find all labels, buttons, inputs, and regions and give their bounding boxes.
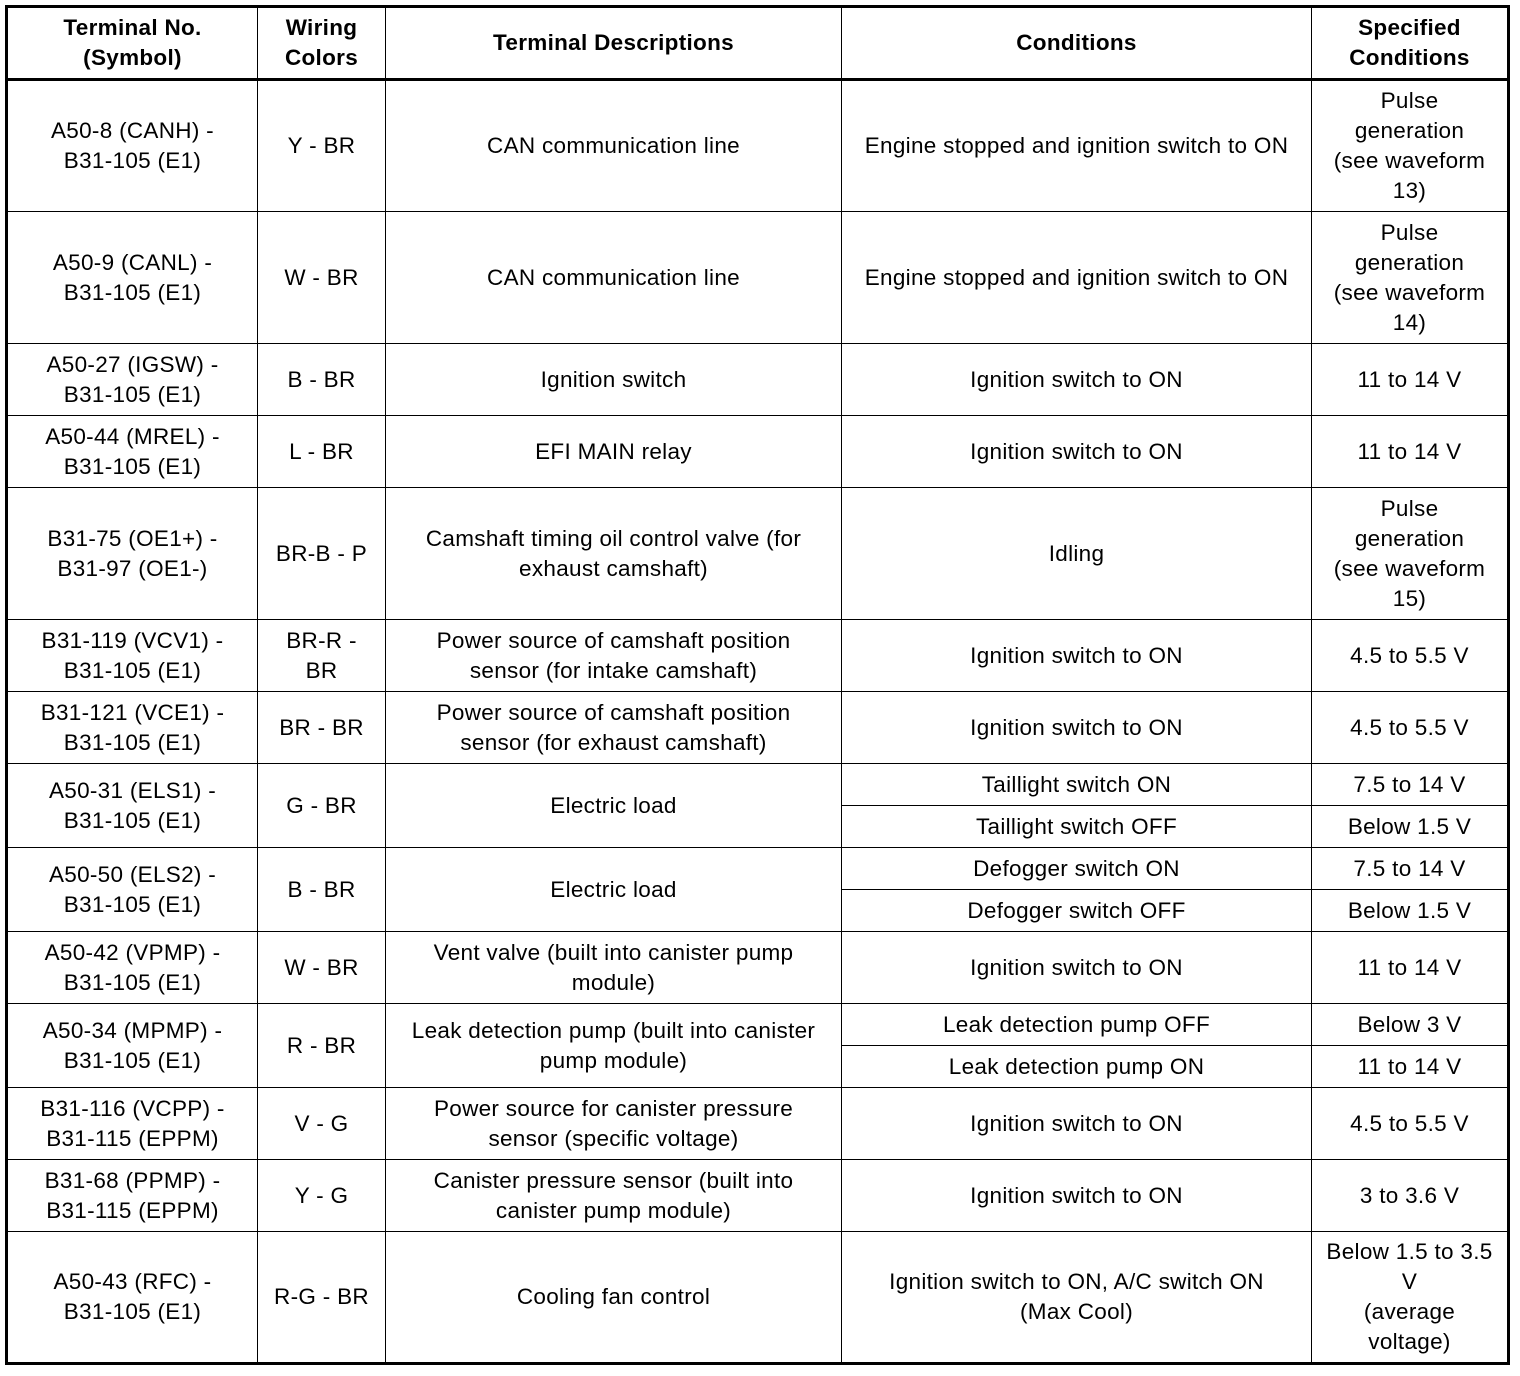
table-row (7, 1088, 1509, 1160)
cell-terminal: B31-116 (VCPP) - B31-115 (EPPM) (7, 1088, 258, 1160)
cell-condition: Engine stopped and ignition switch to ON (842, 212, 1312, 344)
header-conditions: Conditions (842, 7, 1312, 80)
cell-condition: Ignition switch to ON (842, 1088, 1312, 1160)
table-header (7, 7, 1509, 80)
cell-terminal-description: Camshaft timing oil control valve (for exhaust camshaft) (386, 488, 842, 620)
cell-specified-condition: 11 to 14 V (1312, 344, 1509, 416)
table-row (7, 344, 1509, 416)
cell-wiring-colors: B - BR (258, 344, 386, 416)
cell-terminal: A50-44 (MREL) - B31-105 (E1) (7, 416, 258, 488)
header-wiring-colors: Wiring Colors (258, 7, 386, 80)
cell-specified-condition: Pulse generation (see waveform 13) (1312, 80, 1509, 212)
cell-terminal: B31-121 (VCE1) - B31-105 (E1) (7, 692, 258, 764)
cell-specified-condition: 7.5 to 14 V (1312, 764, 1509, 806)
cell-wiring-colors: Y - BR (258, 80, 386, 212)
cell-terminal-description: Power source of camshaft position sensor (for intake camshaft) (386, 620, 842, 692)
cell-terminal-description: Power source for canister pressure sensor (specific voltage) (386, 1088, 842, 1160)
header-row (7, 7, 1509, 80)
cell-condition: Leak detection pump ON (842, 1046, 1312, 1088)
table-row (7, 80, 1509, 212)
cell-terminal-description: Power source of camshaft position sensor (for exhaust camshaft) (386, 692, 842, 764)
cell-specified-condition: 11 to 14 V (1312, 416, 1509, 488)
header-specified-conditions: Specified Conditions (1312, 7, 1509, 80)
cell-condition: Ignition switch to ON (842, 1160, 1312, 1232)
cell-terminal-description: Electric load (386, 848, 842, 932)
cell-specified-condition: 4.5 to 5.5 V (1312, 620, 1509, 692)
cell-condition: Ignition switch to ON (842, 344, 1312, 416)
cell-terminal: B31-119 (VCV1) - B31-105 (E1) (7, 620, 258, 692)
cell-terminal-description: Vent valve (built into canister pump module) (386, 932, 842, 1004)
table-row (7, 848, 1509, 890)
table-row (7, 1004, 1509, 1046)
cell-condition: Idling (842, 488, 1312, 620)
cell-wiring-colors: W - BR (258, 932, 386, 1004)
cell-terminal-description: Cooling fan control (386, 1232, 842, 1364)
cell-specified-condition: Below 1.5 to 3.5 V (average voltage) (1312, 1232, 1509, 1364)
cell-condition: Ignition switch to ON (842, 692, 1312, 764)
cell-specified-condition: Below 3 V (1312, 1004, 1509, 1046)
cell-terminal-description: CAN communication line (386, 212, 842, 344)
cell-terminal: A50-27 (IGSW) - B31-105 (E1) (7, 344, 258, 416)
cell-condition: Defogger switch OFF (842, 890, 1312, 932)
cell-condition: Leak detection pump OFF (842, 1004, 1312, 1046)
cell-terminal: A50-50 (ELS2) - B31-105 (E1) (7, 848, 258, 932)
cell-wiring-colors: V - G (258, 1088, 386, 1160)
cell-wiring-colors: R-G - BR (258, 1232, 386, 1364)
cell-specified-condition: Below 1.5 V (1312, 806, 1509, 848)
cell-terminal: A50-42 (VPMP) - B31-105 (E1) (7, 932, 258, 1004)
cell-terminal: A50-43 (RFC) - B31-105 (E1) (7, 1232, 258, 1364)
terminal-spec-table (5, 5, 1510, 1365)
cell-specified-condition: 11 to 14 V (1312, 932, 1509, 1004)
cell-terminal: B31-68 (PPMP) - B31-115 (EPPM) (7, 1160, 258, 1232)
cell-terminal-description: Canister pressure sensor (built into canister pump module) (386, 1160, 842, 1232)
cell-wiring-colors: BR-B - P (258, 488, 386, 620)
table-row (7, 764, 1509, 806)
table-row (7, 1160, 1509, 1232)
table-row (7, 932, 1509, 1004)
cell-specified-condition: 11 to 14 V (1312, 1046, 1509, 1088)
cell-wiring-colors: BR-R - BR (258, 620, 386, 692)
cell-wiring-colors: W - BR (258, 212, 386, 344)
cell-specified-condition: Pulse generation (see waveform 14) (1312, 212, 1509, 344)
cell-wiring-colors: G - BR (258, 764, 386, 848)
table-row (7, 416, 1509, 488)
cell-specified-condition: Pulse generation (see waveform 15) (1312, 488, 1509, 620)
cell-condition: Ignition switch to ON (842, 416, 1312, 488)
cell-wiring-colors: Y - G (258, 1160, 386, 1232)
cell-specified-condition: 4.5 to 5.5 V (1312, 692, 1509, 764)
header-terminal-descriptions: Terminal Descriptions (386, 7, 842, 80)
cell-wiring-colors: BR - BR (258, 692, 386, 764)
cell-terminal: B31-75 (OE1+) - B31-97 (OE1-) (7, 488, 258, 620)
header-terminal: Terminal No. (Symbol) (7, 7, 258, 80)
cell-terminal-description: EFI MAIN relay (386, 416, 842, 488)
table-row (7, 488, 1509, 620)
cell-terminal-description: Electric load (386, 764, 842, 848)
cell-specified-condition: 7.5 to 14 V (1312, 848, 1509, 890)
cell-condition: Ignition switch to ON (842, 620, 1312, 692)
cell-wiring-colors: B - BR (258, 848, 386, 932)
cell-terminal-description: CAN communication line (386, 80, 842, 212)
cell-terminal-description: Leak detection pump (built into canister pump module) (386, 1004, 842, 1088)
cell-terminal-description: Ignition switch (386, 344, 842, 416)
cell-condition: Defogger switch ON (842, 848, 1312, 890)
table-row (7, 1232, 1509, 1364)
cell-condition: Taillight switch OFF (842, 806, 1312, 848)
cell-wiring-colors: L - BR (258, 416, 386, 488)
table-row (7, 620, 1509, 692)
cell-specified-condition: Below 1.5 V (1312, 890, 1509, 932)
cell-wiring-colors: R - BR (258, 1004, 386, 1088)
cell-terminal: A50-31 (ELS1) - B31-105 (E1) (7, 764, 258, 848)
cell-terminal: A50-8 (CANH) - B31-105 (E1) (7, 80, 258, 212)
cell-condition: Taillight switch ON (842, 764, 1312, 806)
cell-terminal: A50-9 (CANL) - B31-105 (E1) (7, 212, 258, 344)
cell-condition: Engine stopped and ignition switch to ON (842, 80, 1312, 212)
cell-terminal: A50-34 (MPMP) - B31-105 (E1) (7, 1004, 258, 1088)
cell-condition: Ignition switch to ON (842, 932, 1312, 1004)
table-row (7, 212, 1509, 344)
cell-condition: Ignition switch to ON, A/C switch ON (Max Cool) (842, 1232, 1312, 1364)
table-row (7, 692, 1509, 764)
table-body (7, 80, 1509, 1364)
cell-specified-condition: 3 to 3.6 V (1312, 1160, 1509, 1232)
cell-specified-condition: 4.5 to 5.5 V (1312, 1088, 1509, 1160)
